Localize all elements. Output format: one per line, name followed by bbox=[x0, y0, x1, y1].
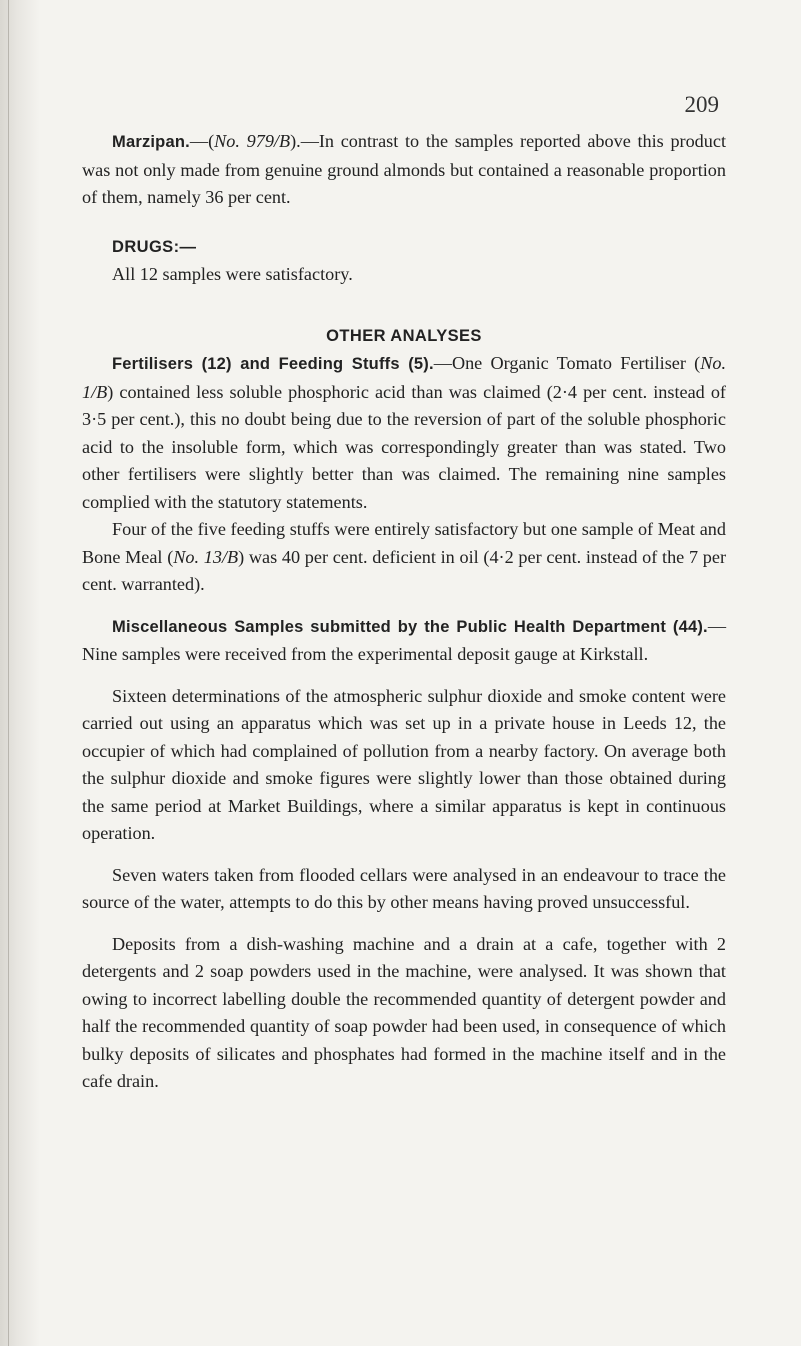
sulphur-dioxide-paragraph: Sixteen determinations of the atmospheric sulphur dioxide and smoke content were carried out using an apparatus which was set up in a private house in Leeds 12, the occupier of which had complained of pollution from a nearby factory. On average both the sulphur dioxide and smoke figures were slightly lower than those obtained during the same period at Market Buildings, where a similar apparatus is kept in continuous operation. bbox=[82, 685, 726, 843]
marzipan-ref-suffix: ). bbox=[290, 131, 301, 151]
fertilisers-heading: Fertilisers (12) and Feeding Stuffs (5). bbox=[112, 355, 434, 373]
fertilisers-paragraph bbox=[82, 350, 726, 516]
other-analyses-title: OTHER ANALYSES bbox=[326, 326, 482, 345]
feeding-stuffs-ref: No. 13/B bbox=[173, 546, 239, 567]
flooded-cellars-paragraph: Seven waters taken from flooded cellars were analysed in an endeavour to trace the source of the water, attempts to do this by other means having proved unsuccessful. bbox=[82, 864, 726, 912]
feeding-stuffs-text-2: ) was 40 per cent. deficient in oil (4·2 per cent. instead of the 7 per cent. warranted). bbox=[82, 546, 727, 594]
marzipan-body: —In contrast to the samples reported above this product was not only made from genuine ground almonds but contained a reasonable proportion of them, namely 36 per cent. bbox=[82, 131, 726, 207]
feeding-stuffs-paragraph bbox=[82, 516, 726, 599]
marzipan-ref: No. 979/B bbox=[214, 131, 291, 151]
marzipan-heading: Marzipan. bbox=[112, 133, 190, 151]
feeding-stuffs-text-1: Four of the five feeding stuffs were entirely satisfactory but one sample of Meat and Bone Meal ( bbox=[82, 519, 726, 567]
marzipan-ref-prefix: —( bbox=[189, 131, 215, 151]
dish-washing-paragraph: Deposits from a dish-washing machine and a drain at a cafe, together with 2 detergents and 2 soap powders used in the machine, were analysed. It was shown that owing to incorrect labelling double the recommended quantity of detergent powder and half the recommended quantity of soap powder had been used, in consequence of which bulky deposits of silicates and phosphates had formed in the machine itself and in the cafe drain. bbox=[82, 933, 726, 1091]
page-gutter-shadow bbox=[0, 0, 40, 1346]
marzipan-paragraph bbox=[82, 128, 726, 212]
fertilisers-text-2: ) contained less soluble phosphoric acid than was claimed (2·4 per cent. instead of 3·5 per cent.), this no doubt being due to the reversion of part of the soluble phosphoric acid to the insoluble form, which was correspondingly greater than was stated. Two other fertilisers were slightly better than was claimed. The remaining nine samples complied with the statutory statements. bbox=[82, 381, 726, 512]
miscellaneous-paragraph bbox=[82, 613, 726, 669]
binding-edge-line bbox=[8, 0, 9, 1346]
miscellaneous-heading: Miscellaneous Samples submitted by the Public Health Department (44). bbox=[112, 617, 708, 636]
page-number: 209 bbox=[684, 92, 719, 117]
fertilisers-ref: No. 1/B bbox=[82, 353, 726, 402]
drugs-body: All 12 samples were satisfactory. bbox=[112, 264, 353, 284]
document-page bbox=[82, 128, 726, 1096]
fertilisers-text-1: —One Organic Tomato Fertiliser ( bbox=[433, 353, 701, 373]
miscellaneous-body: —Nine samples were received from the experimental deposit gauge at Kirkstall. bbox=[82, 615, 726, 664]
drugs-heading: DRUGS:— bbox=[112, 237, 197, 256]
